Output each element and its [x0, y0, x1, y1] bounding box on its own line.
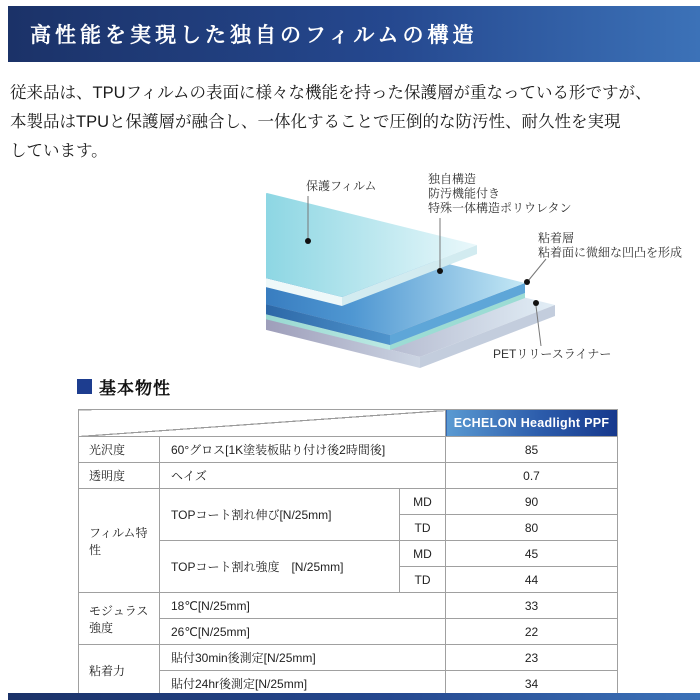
- leader-adhesive-layer: [528, 259, 546, 281]
- direction-cell: MD: [400, 489, 446, 515]
- value-cell: 0.7: [446, 463, 618, 489]
- dot-adhesive-layer: [524, 279, 530, 285]
- direction-cell: TD: [400, 515, 446, 541]
- dot-unique-structure: [437, 268, 443, 274]
- table-row: [79, 463, 618, 489]
- section-title-banner: [8, 6, 700, 62]
- value-cell: 80: [446, 515, 618, 541]
- next-section-banner-cutoff: [8, 693, 700, 700]
- label-adhesive-2: 粘着面に微細な凹凸を形成: [538, 245, 683, 260]
- intro-line: しています。: [10, 142, 108, 160]
- table-row: [79, 489, 618, 515]
- dot-protective-film: [305, 238, 311, 244]
- value-cell: 34: [446, 671, 618, 697]
- intro-paragraph: [10, 79, 696, 166]
- description-cell: TOPコート割れ強度 [N/25mm]: [160, 541, 400, 593]
- description-cell: TOPコート割れ伸び[N/25mm]: [160, 489, 400, 541]
- value-cell: 85: [446, 437, 618, 463]
- description-cell: 60°グロス[1K塗装板貼り付け後2時間後]: [160, 437, 446, 463]
- intro-line: 従来品は、TPUフィルムの表面に様々な機能を持った保護層が重なっている形ですが、: [10, 84, 652, 102]
- label-unique-structure-2: 防汚機能付き: [428, 186, 501, 201]
- product-column-header: ECHELON Headlight PPF: [446, 410, 618, 437]
- heading-text: 基本物性: [99, 379, 171, 398]
- label-adhesive-1: 粘着層: [538, 231, 575, 245]
- category-cell: モジュラス強度: [79, 593, 160, 645]
- value-cell: 90: [446, 489, 618, 515]
- table-row: [79, 593, 618, 619]
- description-cell: 貼付24hr後測定[N/25mm]: [160, 671, 446, 697]
- table-row: [79, 437, 618, 463]
- description-cell: 26℃[N/25mm]: [160, 619, 446, 645]
- label-unique-structure-3: 特殊一体構造ポリウレタン: [428, 201, 572, 215]
- description-cell: 18℃[N/25mm]: [160, 593, 446, 619]
- page-title: 高性能を実現した独自のフィルムの構造: [30, 23, 478, 47]
- diagonal-corner-cell: [79, 410, 446, 437]
- value-cell: 33: [446, 593, 618, 619]
- category-cell: 粘着力: [79, 645, 160, 697]
- label-protective-film: 保護フィルム: [306, 179, 377, 193]
- basic-properties-table: [78, 409, 618, 697]
- category-cell: 光沢度: [79, 437, 160, 463]
- description-cell: ヘイズ: [160, 463, 446, 489]
- table-header-row: [79, 410, 618, 437]
- value-cell: 23: [446, 645, 618, 671]
- table-row: [79, 645, 618, 671]
- direction-cell: TD: [400, 567, 446, 593]
- table-row: [79, 619, 618, 645]
- value-cell: 22: [446, 619, 618, 645]
- direction-cell: MD: [400, 541, 446, 567]
- label-unique-structure-1: 独自構造: [428, 172, 477, 186]
- dot-pet-liner: [533, 300, 539, 306]
- label-pet-liner: PETリリースライナー: [493, 347, 612, 361]
- basic-properties-heading: [77, 374, 171, 399]
- category-cell: フィルム特性: [79, 489, 160, 593]
- intro-line: 本製品はTPUと保護層が融合し、一体化することで圧倒的な防汚性、耐久性を実現: [10, 113, 621, 131]
- description-cell: 貼付30min後測定[N/25mm]: [160, 645, 446, 671]
- table-row: [79, 541, 618, 567]
- value-cell: 45: [446, 541, 618, 567]
- film-structure-diagram: [170, 168, 700, 368]
- heading-square-icon: [77, 379, 92, 394]
- value-cell: 44: [446, 567, 618, 593]
- category-cell: 透明度: [79, 463, 160, 489]
